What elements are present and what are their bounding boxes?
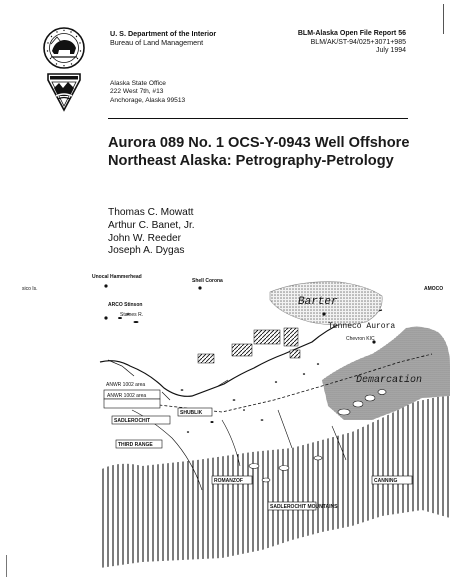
author-list: [108, 207, 195, 258]
arco-label: ARCO Stinson: [108, 302, 143, 308]
title-line-2: Northeast Alaska: Petrography-Petrology: [108, 152, 394, 169]
well-marker: [104, 284, 107, 287]
blm-shield-logo: [46, 72, 82, 112]
doi-seal-logo: [43, 27, 85, 69]
staines-label: Staines R.: [120, 312, 144, 318]
office-city: Anchorage, Alaska 99513: [110, 96, 186, 104]
office-street: 222 West 7th, #13: [110, 88, 164, 96]
report-info: [298, 30, 406, 56]
author-name: Thomas C. Mowatt: [108, 207, 194, 218]
title-line-1: Aurora 089 No. 1 OCS-Y-0943 Well Offshore: [108, 135, 410, 151]
author-name: Joseph A. Dygas: [108, 245, 185, 257]
well-marker: [104, 316, 107, 319]
lease-block: [254, 330, 280, 344]
report-date: July 1994: [376, 47, 406, 55]
lease-block: [198, 354, 214, 363]
demarcation-label: Demarcation: [356, 375, 423, 386]
scan-edge-mark: [443, 4, 444, 34]
author-name: Arthur C. Banet, Jr.: [108, 219, 195, 231]
romanzof-label: ROMANZOF: [214, 478, 243, 484]
lease-block: [290, 350, 300, 358]
amoco-label: AMOCO: [424, 286, 444, 292]
sico-label: sico Is.: [22, 286, 38, 292]
tenneco-label: Tenneco Aurora: [328, 322, 396, 331]
lease-block: [284, 328, 298, 346]
anwr-1002b-box: [104, 399, 160, 408]
unocal-label: Unocal Hammerhead: [92, 274, 142, 280]
office-address: [110, 80, 185, 105]
third-range-label: THIRD RANGE: [118, 442, 153, 448]
well-marker: [322, 312, 325, 315]
lease-block: [232, 344, 252, 356]
agency-block: [110, 30, 216, 47]
anwr-1002-label: ANWR 1002 area: [106, 382, 146, 388]
chevron-label: Chevron KIC: [346, 336, 375, 342]
department-name: U. S. Department of the Interior: [110, 29, 217, 38]
sadlerochit-mtns-label: SADLEROCHIT MOUNTAINS: [270, 504, 338, 510]
office-name: Alaska State Office: [110, 80, 166, 87]
bureau-name: Bureau of Land Management: [110, 37, 204, 47]
sadlerochit-label: SADLEROCHIT: [114, 418, 151, 424]
document-title: [108, 135, 428, 170]
shell-label: Shell Corona: [192, 278, 223, 284]
scan-edge-mark: [6, 555, 7, 577]
author-name: John W. Reeder: [108, 232, 182, 244]
barter-label: Barter: [298, 296, 338, 308]
shublik-label: SHUBLIK: [180, 410, 203, 416]
location-map: [22, 270, 450, 570]
anwr-1002b-label: ANWR 1002 area: [107, 393, 147, 399]
report-number: BLM/AK/ST-94/025+3071+985: [310, 38, 406, 46]
canning-label: CANNING: [374, 478, 398, 484]
report-title: BLM-Alaska Open File Report 56: [297, 30, 406, 37]
title-rule: [108, 118, 408, 119]
well-marker: [198, 286, 201, 289]
